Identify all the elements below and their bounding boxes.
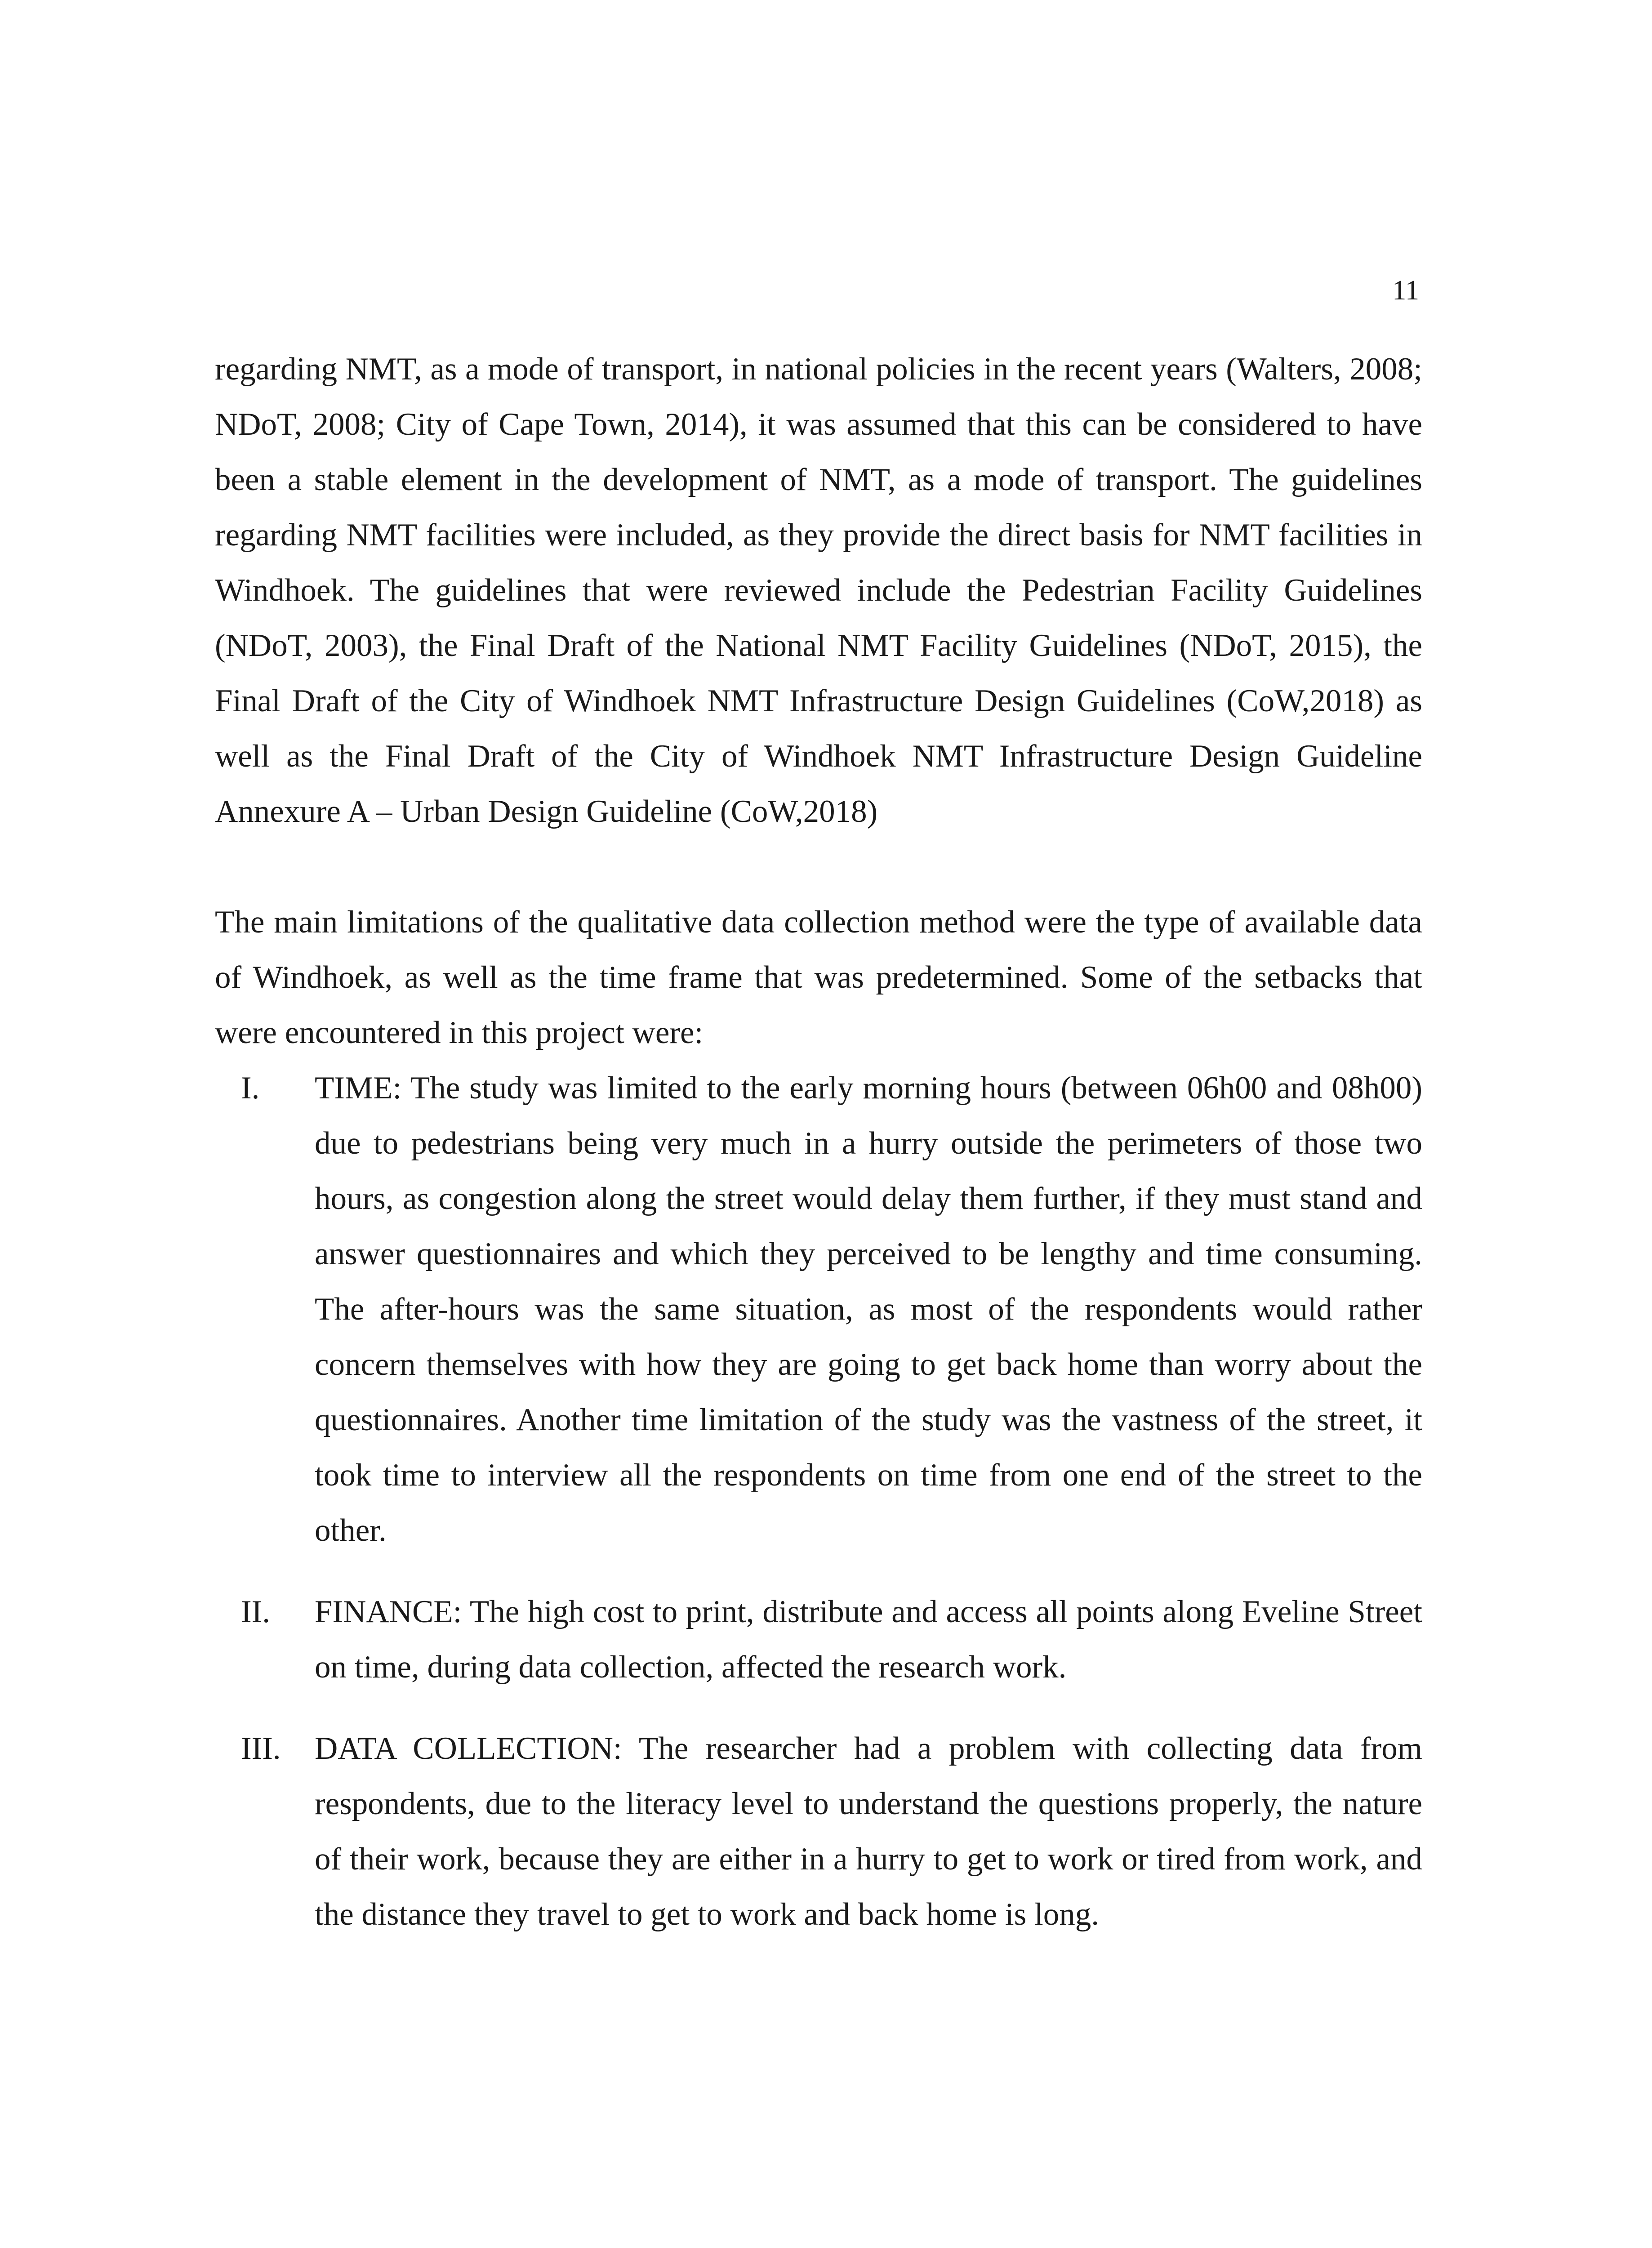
list-item — [215, 1061, 1422, 1558]
paragraph-nmt-guidelines: regarding NMT, as a mode of transport, in national policies in the recent years (Walters, 2008; NDoT, 2008; City of Cape Town, 2014), it was assumed that this can be considered to have been a stable element in the development of NMT, as a mode of transport. The guidelines regarding NMT facilities were included, as they provide the direct basis for NMT facilities in Windhoek. The guidelines that were reviewed include the Pedestrian Facility Guidelines (NDoT, 2003), the Final Draft of the National NMT Facility Guidelines (NDoT, 2015), the Final Draft of the City of Windhoek NMT Infrastructure Design Guidelines (CoW,2018) as well as the Final Draft of the City of Windhoek NMT Infrastructure Design Guideline Annexure A – Urban Design Guideline (CoW,2018) — [215, 352, 1422, 829]
limitation-data-collection-text: DATA COLLECTION: The researcher had a problem with collecting data from respondents, due to the literacy level to understand the questions properly, the nature of their work, because they are either in a hurry to get to work or tired from work, and the distance they travel to get to work and back home is long. — [315, 1731, 1422, 1932]
paragraph-limitations-intro: The main limitations of the qualitative data collection method were the type of available data of Windhoek, as well as the time frame that was predetermined. Some of the setbacks that were encountered in this project were: — [215, 905, 1422, 1050]
limitation-finance-text: FINANCE: The high cost to print, distribute and access all points along Eveline Street on time, during data collection, affected the research work. — [315, 1594, 1422, 1685]
list-item — [215, 1584, 1422, 1695]
list-numeral: II. — [241, 1594, 271, 1629]
page-number: 11 — [1392, 275, 1419, 306]
limitations-list — [215, 1061, 1422, 1942]
limitation-time-text: TIME: The study was limited to the early morning hours (between 06h00 and 08h00) due to pedestrians being very much in a hurry outside the perimeters of those two hours, as congestion along the street would delay them further, if they must stand and answer questionnaires and which they perceived to be lengthy and time consuming. The after-hours was the same situation, as most of the respondents would rather concern themselves with how they are going to get back home than worry about the questionnaires. Another time limitation of the study was the vastness of the street, it took time to interview all the respondents on time from one end of the street to the other. — [315, 1070, 1422, 1548]
list-numeral: III. — [241, 1731, 281, 1766]
list-item — [215, 1721, 1422, 1942]
list-numeral: I. — [241, 1070, 260, 1106]
page-body — [215, 342, 1422, 1942]
